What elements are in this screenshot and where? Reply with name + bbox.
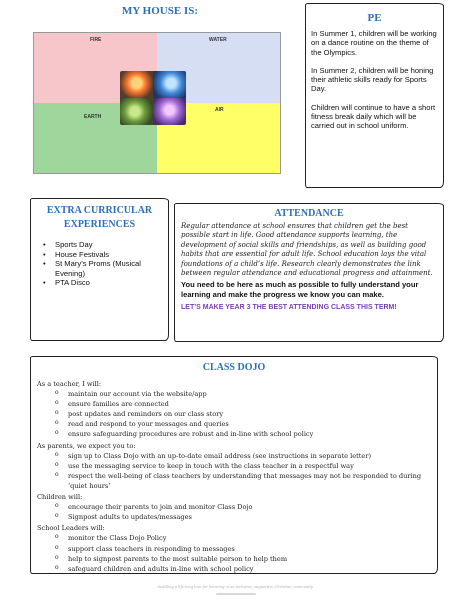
dojo-section-parents <box>37 441 431 491</box>
list-item: o encourage their parents to join and monitor Class Dojo <box>55 502 431 512</box>
dojo-section-heading: As parents, we expect you to: <box>37 441 136 450</box>
dojo-section-children <box>37 492 431 522</box>
fire-label: FIRE <box>90 37 102 43</box>
dojo-section-heading: School Leaders will: <box>37 524 105 533</box>
list-item: o help to signpost parents to the most suitable person to help them <box>55 554 431 564</box>
list-item: • PTA Disco <box>43 278 162 288</box>
list-item: o Signpost adults to updates/messages <box>55 512 431 522</box>
class-dojo-title: CLASS DOJO <box>202 362 266 373</box>
dojo-list <box>37 389 431 439</box>
list-item: o sign up to Class Dojo with an up-to-date email address (see instructions in separate letter) <box>55 451 431 461</box>
earth-label: EARTH <box>84 114 102 120</box>
list-item: o ensure safeguarding procedures are robust and in-line with school policy <box>55 429 431 439</box>
footer-motto: Instilling a life-long love for learning in an inclusive, supportive Christian community. <box>157 585 314 589</box>
list-item: o ensure families are connected <box>55 399 431 409</box>
list-item: • Sports Day <box>43 240 162 250</box>
list-item: o use the messaging service to keep in touch with the class teacher in a respectful way <box>55 461 431 471</box>
water-label: WATER <box>209 37 227 43</box>
dojo-list <box>37 451 431 491</box>
extra-curricular-panel <box>30 198 169 341</box>
extra-curricular-title: EXTRA CURRICULAR EXPERIENCES <box>46 205 153 230</box>
house-grid <box>33 32 281 174</box>
element-characters-image <box>120 71 186 125</box>
pe-paragraph: In Summer 1, children will be working on a dance routine on the theme of the Olympics. <box>311 29 437 57</box>
list-item: o post updates and reminders on our class story <box>55 409 431 419</box>
dojo-list <box>37 533 431 573</box>
list-item: o maintain our account via the website/app <box>55 389 431 399</box>
footer-divider <box>216 593 256 595</box>
fire-character-image <box>120 71 153 98</box>
dojo-section-heading: As a teacher, I will: <box>37 380 102 388</box>
air-label: AIR <box>215 107 224 113</box>
pe-paragraph: In Summer 2, children will be honing their athletic skills ready for Sports Day. <box>311 65 434 94</box>
list-item: • St Mary’s Proms (Musical Evening) <box>43 259 162 278</box>
list-item: o monitor the Class Dojo Policy <box>55 533 431 543</box>
air-character-image <box>153 98 186 125</box>
attendance-intro: Regular attendance at school ensures that children get the best possible start in life. Good attendance supports learning, the development of social skills and friendships, as well as building good habits that are essential for adult life. School education lays the vital foundations of a child’s life. Research clearly demonstrates the link between regular attendance and educational progress and attainment. <box>181 222 433 278</box>
class-dojo-panel <box>30 356 438 574</box>
attendance-title: ATTENDANCE <box>274 208 344 219</box>
attendance-emphasis: You need to be here as much as possible to fully understand your learning and make the progress we know you can make. <box>181 280 419 300</box>
extra-curricular-list <box>37 240 162 288</box>
pe-panel <box>305 3 444 188</box>
water-character-image <box>153 71 186 98</box>
pe-paragraph: Children will continue to have a short fitness break daily which will be carried out in school uniform. <box>311 102 436 131</box>
house-title: MY HOUSE IS: <box>122 5 198 17</box>
list-item: o safeguard children and adults in-line with school policy <box>55 564 431 574</box>
pe-title: PE <box>367 12 382 24</box>
list-item: o read and respond to your messages and queries <box>55 419 431 429</box>
dojo-section-leaders <box>37 523 431 573</box>
list-item: o support class teachers in responding to messages <box>55 544 431 554</box>
list-item: • House Festivals <box>43 250 162 260</box>
attendance-panel <box>174 203 444 342</box>
attendance-slogan: LET’S MAKE YEAR 3 THE BEST ATTENDING CLASS THIS TERM! <box>181 304 397 312</box>
earth-character-image <box>120 98 153 125</box>
dojo-section-heading: Children will: <box>37 493 83 502</box>
dojo-section-teacher <box>37 379 431 440</box>
dojo-list <box>37 502 431 522</box>
list-item: o respect the well-being of class teachers by understanding that messages may not be responded to during ‘quiet hours’ <box>55 471 431 491</box>
